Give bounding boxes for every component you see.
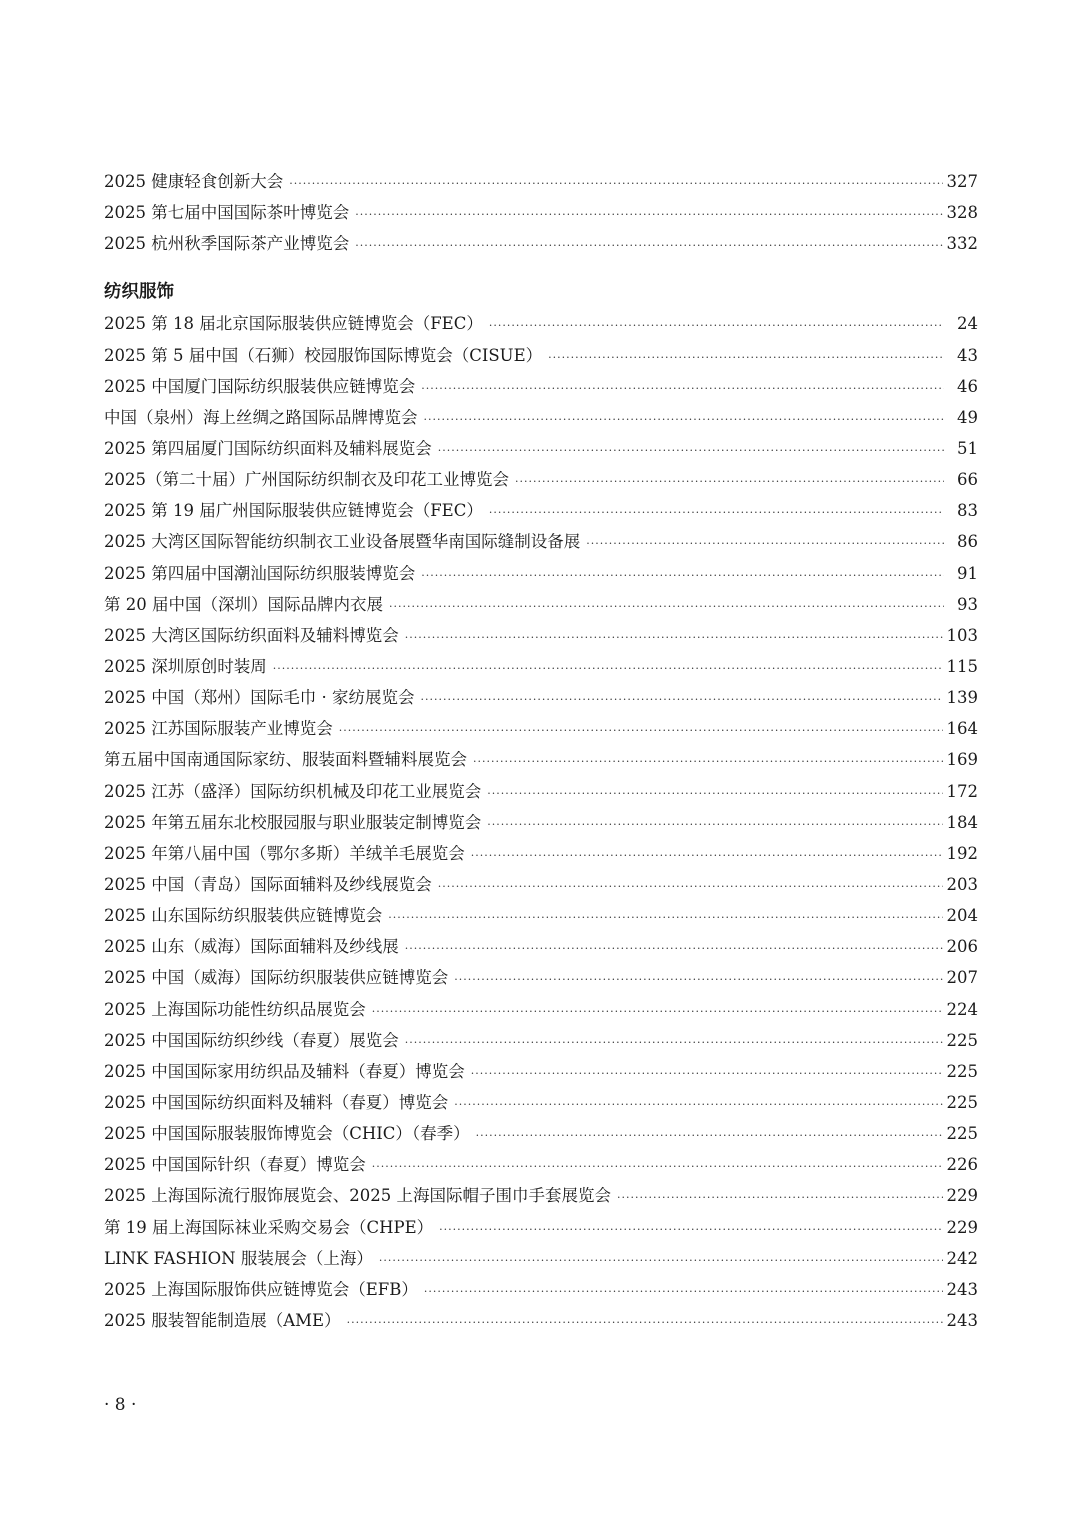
toc-entry-title: 2025 中国国际纺织面料及辅料（春夏）博览会 (104, 1092, 449, 1112)
dot-leader (405, 622, 943, 653)
toc-entry[interactable] (104, 682, 978, 713)
dot-leader (420, 684, 942, 715)
toc-entry-page: 43 (957, 345, 978, 365)
toc-entry[interactable] (104, 1274, 978, 1305)
dot-leader (454, 964, 942, 995)
toc-entry[interactable] (104, 713, 978, 744)
toc-entry[interactable] (104, 1243, 978, 1274)
page-number: · 8 · (104, 1395, 137, 1415)
toc-entry[interactable] (104, 1118, 978, 1149)
toc-entry-page: 243 (946, 1310, 978, 1330)
dot-leader (355, 230, 942, 261)
toc-entry-page: 204 (946, 906, 978, 926)
toc-entry[interactable] (104, 1025, 978, 1056)
dot-leader (355, 199, 942, 230)
toc-entry[interactable] (104, 197, 978, 228)
toc-entry-page: 229 (946, 1217, 978, 1237)
dot-leader (347, 1307, 943, 1338)
toc-entry-title: 2025 上海国际服饰供应链博览会（EFB） (104, 1279, 418, 1299)
dot-leader (489, 497, 944, 528)
toc-entry-title: 2025 第 19 届广州国际服装供应链博览会（FEC） (104, 501, 483, 521)
toc-entry[interactable] (104, 776, 978, 807)
toc-entry-title: 2025 中国国际针织（春夏）博览会 (104, 1155, 366, 1175)
toc-entry-title: 2025 服装智能制造展（AME） (104, 1310, 341, 1330)
dot-leader (405, 1027, 943, 1058)
toc-entry[interactable] (104, 744, 978, 775)
toc-entry[interactable] (104, 589, 978, 620)
toc-entry-page: 243 (946, 1279, 978, 1299)
toc-entry-title: 2025 中国厦门国际纺织服装供应链博览会 (104, 376, 416, 396)
toc-entry[interactable] (104, 651, 978, 682)
toc-entry[interactable] (104, 340, 978, 371)
toc-entry-title: 2025 中国国际纺织纱线（春夏）展览会 (104, 1030, 399, 1050)
dot-leader (439, 1214, 942, 1245)
toc-entry[interactable] (104, 900, 978, 931)
toc-entry[interactable] (104, 402, 978, 433)
dot-leader (489, 310, 944, 341)
toc-entry-page: 226 (946, 1155, 978, 1175)
toc-entry[interactable] (104, 433, 978, 464)
dot-leader (454, 1089, 942, 1120)
toc-entry[interactable] (104, 838, 978, 869)
dot-leader (476, 1120, 943, 1151)
toc-entry-title: 2025 第 18 届北京国际服装供应链博览会（FEC） (104, 314, 483, 334)
toc-entry-page: 115 (946, 656, 978, 676)
dot-leader (424, 1276, 943, 1307)
dot-leader (438, 871, 943, 902)
toc-entry-title: 2025 江苏（盛泽）国际纺织机械及印花工业展览会 (104, 781, 482, 801)
dot-leader (339, 715, 943, 746)
dot-leader (586, 528, 944, 559)
toc-entry-page: 328 (946, 203, 978, 223)
dot-leader (421, 373, 944, 404)
dot-leader (548, 342, 944, 373)
toc-entry-title: 2025 上海国际功能性纺织品展览会 (104, 999, 366, 1019)
toc-entry[interactable] (104, 1212, 978, 1243)
dot-leader (473, 746, 943, 777)
toc-top-list (104, 166, 978, 259)
toc-entry-page: 332 (946, 234, 978, 254)
toc-entry-page: 225 (946, 1030, 978, 1050)
toc-entry-title: 2025 中国国际服装服饰博览会（CHIC）（春季） (104, 1124, 470, 1144)
toc-entry-page: 184 (946, 812, 978, 832)
toc-entry-page: 51 (957, 438, 978, 458)
toc-entry-title: 2025 中国国际家用纺织品及辅料（春夏）博览会 (104, 1061, 465, 1081)
dot-leader (421, 560, 944, 591)
toc-entry-title: 2025 深圳原创时装周 (104, 656, 267, 676)
toc-entry-page: 86 (957, 532, 978, 552)
toc-entry-page: 93 (957, 594, 978, 614)
toc-entry-page: 203 (946, 874, 978, 894)
dot-leader (471, 840, 943, 871)
toc-entry[interactable] (104, 166, 978, 197)
dot-leader (405, 933, 943, 964)
dot-leader (424, 404, 945, 435)
toc-entry-page: 169 (946, 750, 978, 770)
toc-entry-title: 2025 中国（威海）国际纺织服装供应链博览会 (104, 968, 449, 988)
toc-entry-title: 2025 中国（郑州）国际毛巾 · 家纺展览会 (104, 688, 415, 708)
toc-entry-title: 2025 第四届厦门国际纺织面料及辅料展览会 (104, 438, 432, 458)
toc-entry-title: 2025 中国（青岛）国际面辅料及纱线展览会 (104, 874, 432, 894)
toc-entry[interactable] (104, 228, 978, 259)
dot-leader (471, 1058, 943, 1089)
toc-entry-title: 第 20 届中国（深圳）国际品牌内衣展 (104, 594, 383, 614)
dot-leader (515, 466, 944, 497)
toc-entry-page: 103 (946, 625, 978, 645)
toc-entry[interactable] (104, 994, 978, 1025)
toc-entry-page: 66 (957, 470, 978, 490)
toc-entry-title: 2025 大湾区国际智能纺织制衣工业设备展暨华南国际缝制设备展 (104, 532, 581, 552)
toc-entry-page: 225 (946, 1124, 978, 1144)
toc-entry-title: 2025 山东（威海）国际面辅料及纱线展 (104, 937, 399, 957)
toc-entry-title: 2025 第 5 届中国（石狮）校园服饰国际博览会（CISUE） (104, 345, 543, 365)
toc-entry-page: 229 (946, 1186, 978, 1206)
dot-leader (487, 809, 942, 840)
toc-entry[interactable] (104, 962, 978, 993)
toc-entry[interactable] (104, 807, 978, 838)
toc-entry-page: 91 (957, 563, 978, 583)
toc-entry[interactable] (104, 869, 978, 900)
toc-entry-title: 2025 年第五届东北校服园服与职业服装定制博览会 (104, 812, 482, 832)
toc-entry-page: 242 (946, 1248, 978, 1268)
toc-entry-page: 172 (946, 781, 978, 801)
toc-entry-title: 2025 山东国际纺织服装供应链博览会 (104, 906, 383, 926)
toc-entry-page: 206 (946, 937, 978, 957)
toc-entry-page: 24 (957, 314, 978, 334)
toc-entry-title: 第 19 届上海国际袜业采购交易会（CHPE） (104, 1217, 434, 1237)
toc-entry[interactable] (104, 620, 978, 651)
toc-entry-title: 2025（第二十届）广州国际纺织制衣及印花工业博览会 (104, 470, 509, 490)
toc-entry-page: 139 (946, 688, 978, 708)
dot-leader (372, 996, 943, 1027)
toc-entry[interactable] (104, 1149, 978, 1180)
section-heading: 纺织服饰 (104, 282, 174, 303)
toc-entry-page: 164 (946, 719, 978, 739)
toc-entry-title: 2025 第四届中国潮汕国际纺织服装博览会 (104, 563, 416, 583)
toc-page (104, 166, 978, 1336)
toc-entry-page: 224 (946, 999, 978, 1019)
toc-entry-page: 192 (946, 843, 978, 863)
toc-entry[interactable] (104, 495, 978, 526)
toc-entry-title: 2025 第七届中国国际茶叶博览会 (104, 203, 350, 223)
toc-entry-page: 49 (957, 407, 978, 427)
toc-entry[interactable] (104, 1087, 978, 1118)
toc-entry-page: 225 (946, 1061, 978, 1081)
toc-entry[interactable] (104, 558, 978, 589)
dot-leader (487, 778, 942, 809)
toc-entry-title: 中国（泉州）海上丝绸之路国际品牌博览会 (104, 407, 418, 427)
toc-entry-title: 2025 上海国际流行服饰展览会、2025 上海国际帽子围巾手套展览会 (104, 1186, 611, 1206)
dot-leader (617, 1182, 943, 1213)
dot-leader (389, 591, 944, 622)
dot-leader (438, 435, 944, 466)
toc-entry[interactable] (104, 1056, 978, 1087)
toc-entry-title: 2025 江苏国际服装产业博览会 (104, 719, 333, 739)
toc-entry[interactable] (104, 1180, 978, 1211)
toc-section-list (104, 308, 978, 1336)
toc-entry-page: 207 (946, 968, 978, 988)
toc-entry[interactable] (104, 464, 978, 495)
dot-leader (289, 168, 942, 199)
toc-entry-title: 第五届中国南通国际家纺、服装面料暨辅料展览会 (104, 750, 467, 770)
toc-entry-title: 2025 大湾区国际纺织面料及辅料博览会 (104, 625, 399, 645)
toc-entry-page: 225 (946, 1092, 978, 1112)
dot-leader (379, 1245, 943, 1276)
toc-entry[interactable] (104, 931, 978, 962)
dot-leader (372, 1151, 943, 1182)
toc-entry-title: 2025 健康轻食创新大会 (104, 172, 284, 191)
dot-leader (273, 653, 943, 684)
toc-entry-title: 2025 杭州秋季国际茶产业博览会 (104, 234, 350, 254)
toc-entry-title: 2025 年第八届中国（鄂尔多斯）羊绒羊毛展览会 (104, 843, 465, 863)
toc-entry[interactable] (104, 371, 978, 402)
toc-entry-page: 327 (946, 172, 978, 191)
toc-entry-title: LINK FASHION 服装展会（上海） (104, 1248, 373, 1268)
toc-entry[interactable] (104, 308, 978, 339)
toc-entry[interactable] (104, 1305, 978, 1336)
dot-leader (388, 902, 942, 933)
toc-entry-page: 83 (957, 501, 978, 521)
toc-entry-page: 46 (957, 376, 978, 396)
toc-entry[interactable] (104, 526, 978, 557)
